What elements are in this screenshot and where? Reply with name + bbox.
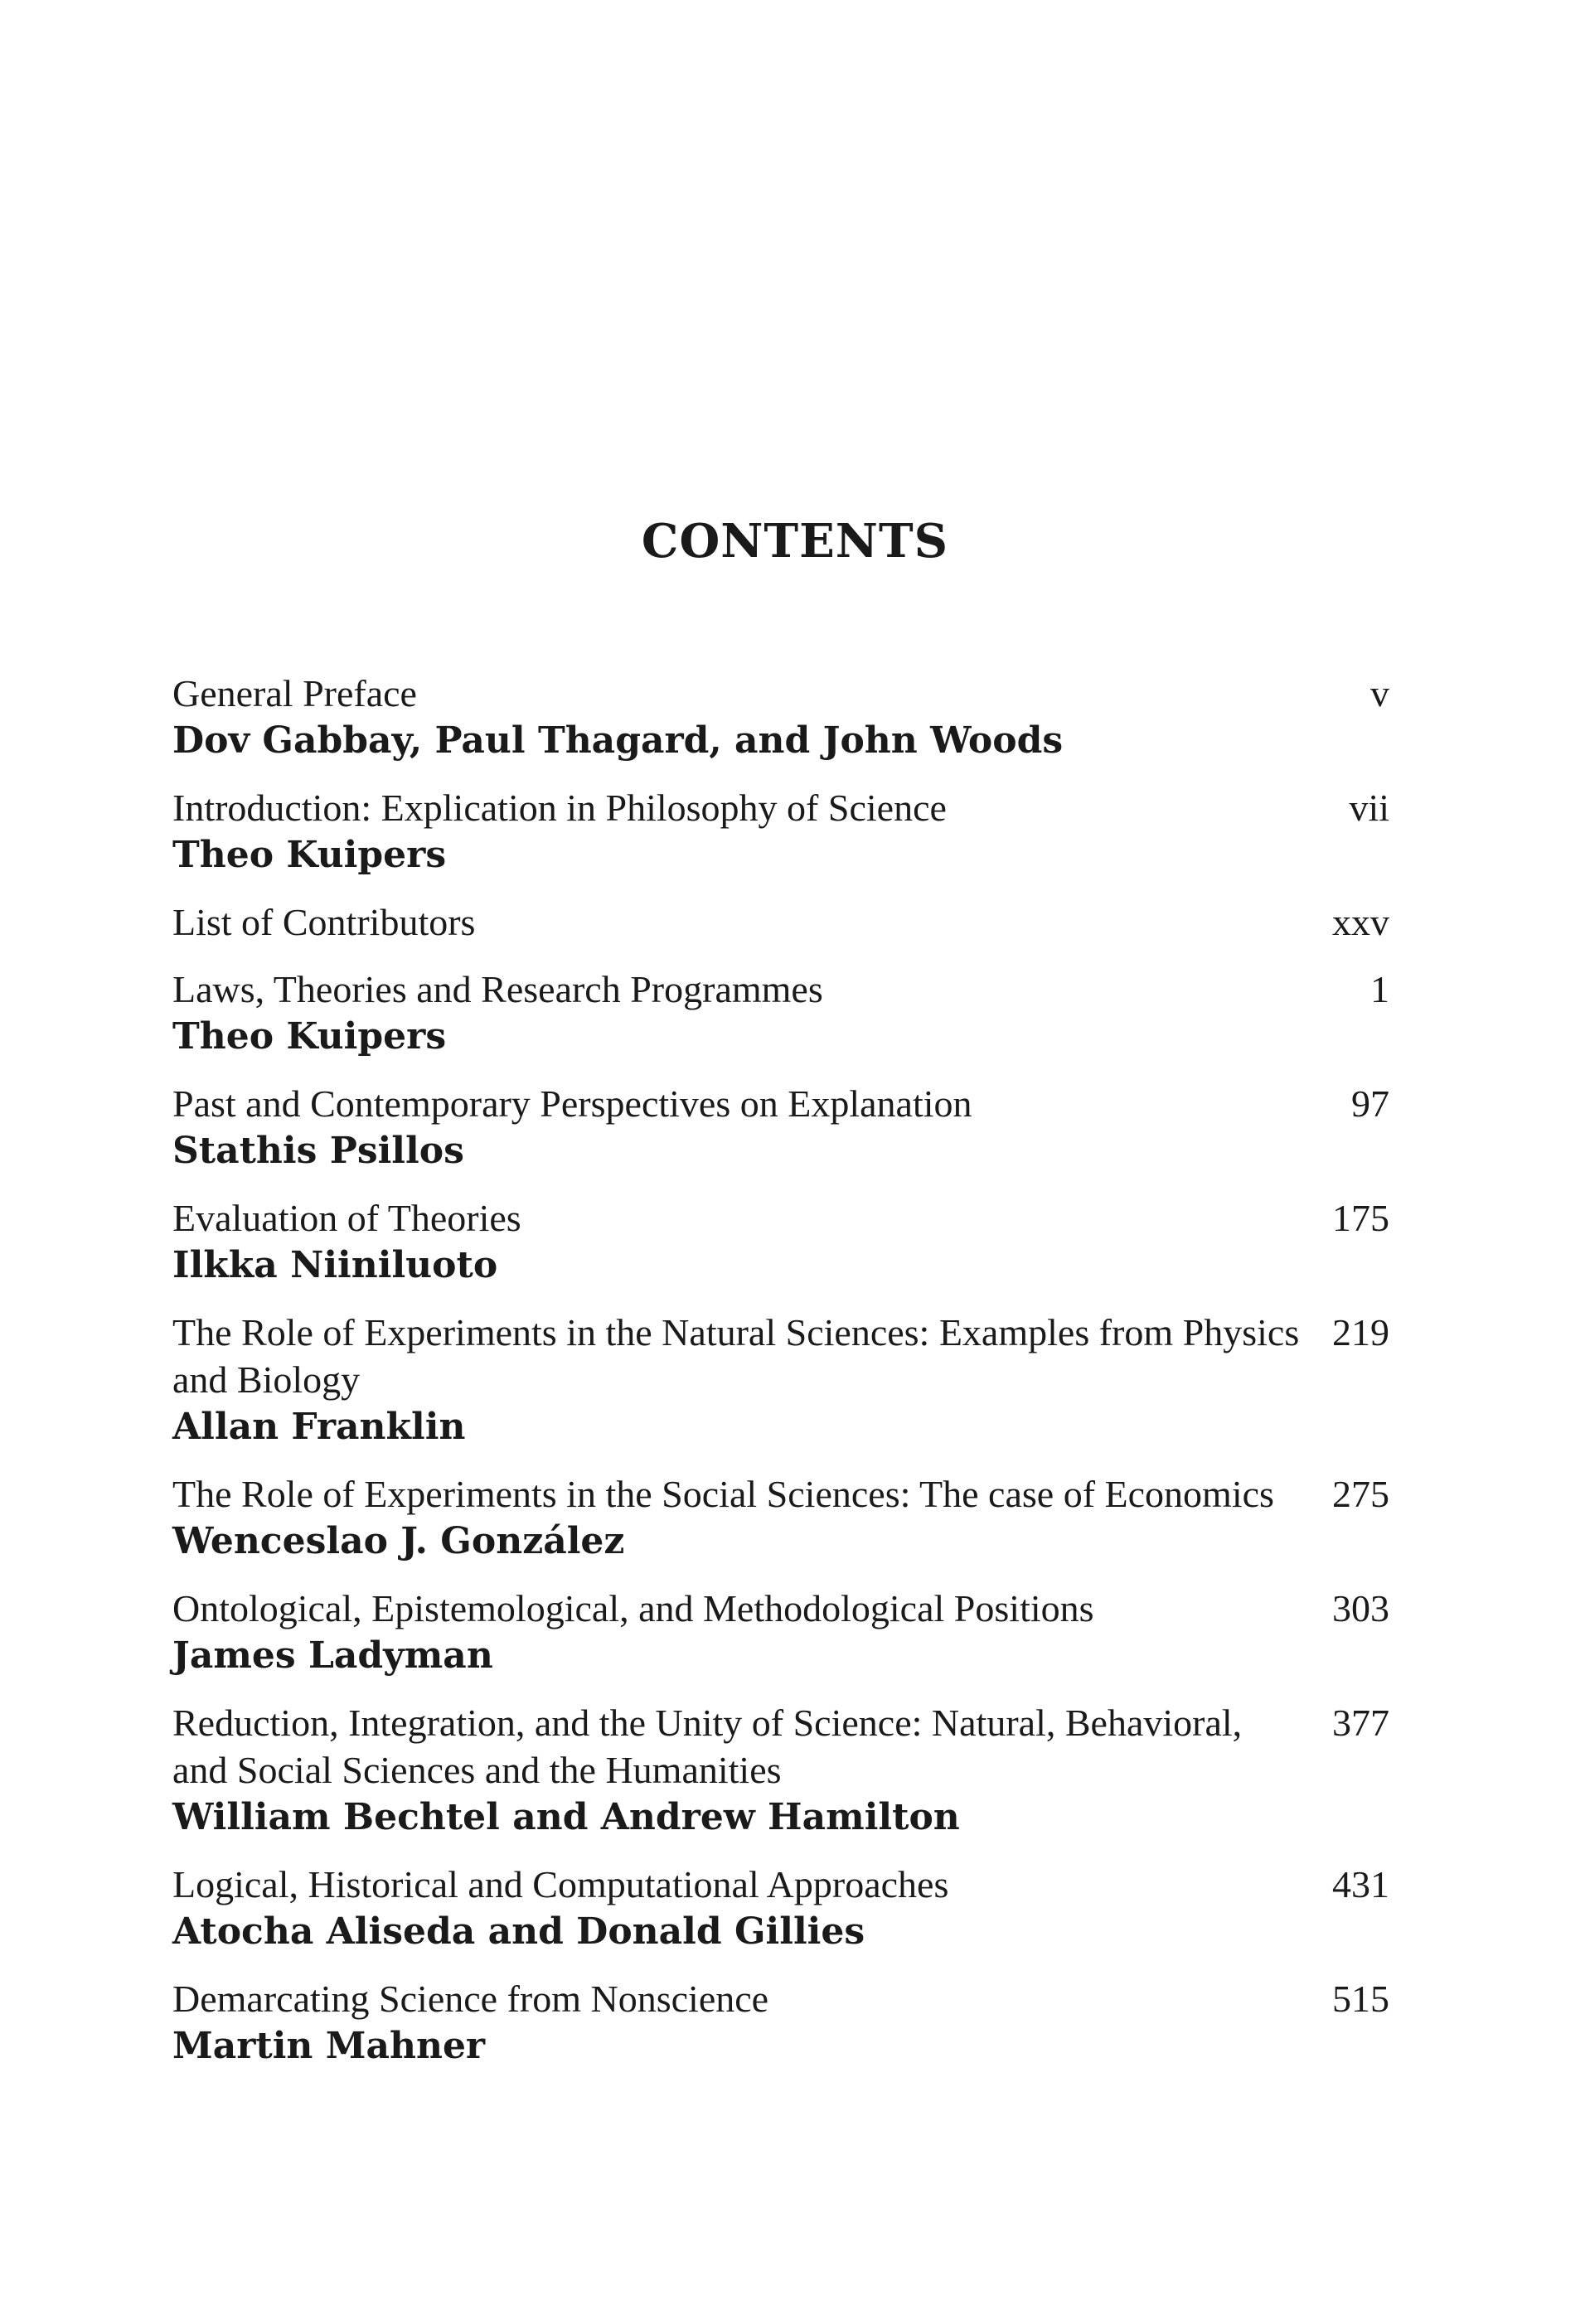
entry-page-number: 431 [1332,1863,1389,1905]
toc-entry-laws-theories [172,966,1389,1060]
entry-author: James Ladyman [172,1634,493,1677]
entry-title: The Role of Experiments in the Social Sciences: The case of Economics [172,1473,1274,1515]
entry-author: Martin Mahner [172,2025,486,2067]
entry-title: Evaluation of Theories [172,1197,521,1239]
entry-page-number: 175 [1332,1197,1389,1239]
entry-author: Theo Kuipers [172,1015,447,1058]
entry-page-number: v [1370,672,1389,714]
toc-entry-demarcating [172,1975,1389,2070]
entry-author: Allan Franklin [172,1406,466,1448]
toc-entry-list-of-contributors [172,898,1389,946]
entry-page-number: 377 [1332,1702,1389,1744]
entry-title: Past and Contemporary Perspectives on Explanation [172,1082,972,1125]
entry-page-number: xxv [1332,901,1389,943]
entry-author: Atocha Aliseda and Donald Gillies [172,1910,865,1953]
entry-title: The Role of Experiments in the Natural Sciences: Examples from Physics and Biology [172,1311,1300,1401]
entry-title: List of Contributors [172,901,476,943]
entry-author: William Bechtel and Andrew Hamilton [172,1796,960,1838]
entry-page-number: 275 [1332,1473,1389,1515]
toc-entry-explanation [172,1080,1389,1174]
entry-title: General Preface [172,672,417,714]
entry-title: Reduction, Integration, and the Unity of Science: Natural, Behavioral, and Social Sciences and the Humanities [172,1702,1243,1791]
entry-title: Demarcating Science from Nonscience [172,1978,769,2020]
entry-title: Ontological, Epistemological, and Methodological Positions [172,1587,1094,1629]
toc-entry-natural-sciences [172,1309,1389,1450]
entry-title: Laws, Theories and Research Programmes [172,968,823,1010]
entry-author: Wenceslao J. González [172,1520,625,1562]
toc-entry-ontological [172,1585,1389,1679]
entry-page-number: 219 [1332,1311,1389,1353]
entry-title: Logical, Historical and Computational Approaches [172,1863,949,1905]
toc-entry-introduction [172,784,1389,879]
page-title: CONTENTS [641,514,949,569]
toc-entry-logical-historical [172,1861,1389,1955]
entry-author: Stathis Psillos [172,1130,464,1172]
entry-page-number: 97 [1351,1082,1389,1125]
entry-page-number: 1 [1370,968,1389,1010]
table-of-contents [172,670,1389,2089]
toc-entry-general-preface [172,670,1389,764]
toc-entry-social-sciences [172,1470,1389,1565]
toc-entry-reduction [172,1699,1389,1841]
entry-page-number: 303 [1332,1587,1389,1629]
entry-author: Dov Gabbay, Paul Thagard, and John Woods [172,719,1064,762]
entry-author: Ilkka Niiniluoto [172,1244,498,1286]
entry-author: Theo Kuipers [172,834,447,876]
entry-page-number: 515 [1332,1978,1389,2020]
entry-page-number: vii [1349,787,1389,829]
toc-entry-evaluation [172,1194,1389,1289]
entry-title: Introduction: Explication in Philosophy of Science [172,787,947,829]
